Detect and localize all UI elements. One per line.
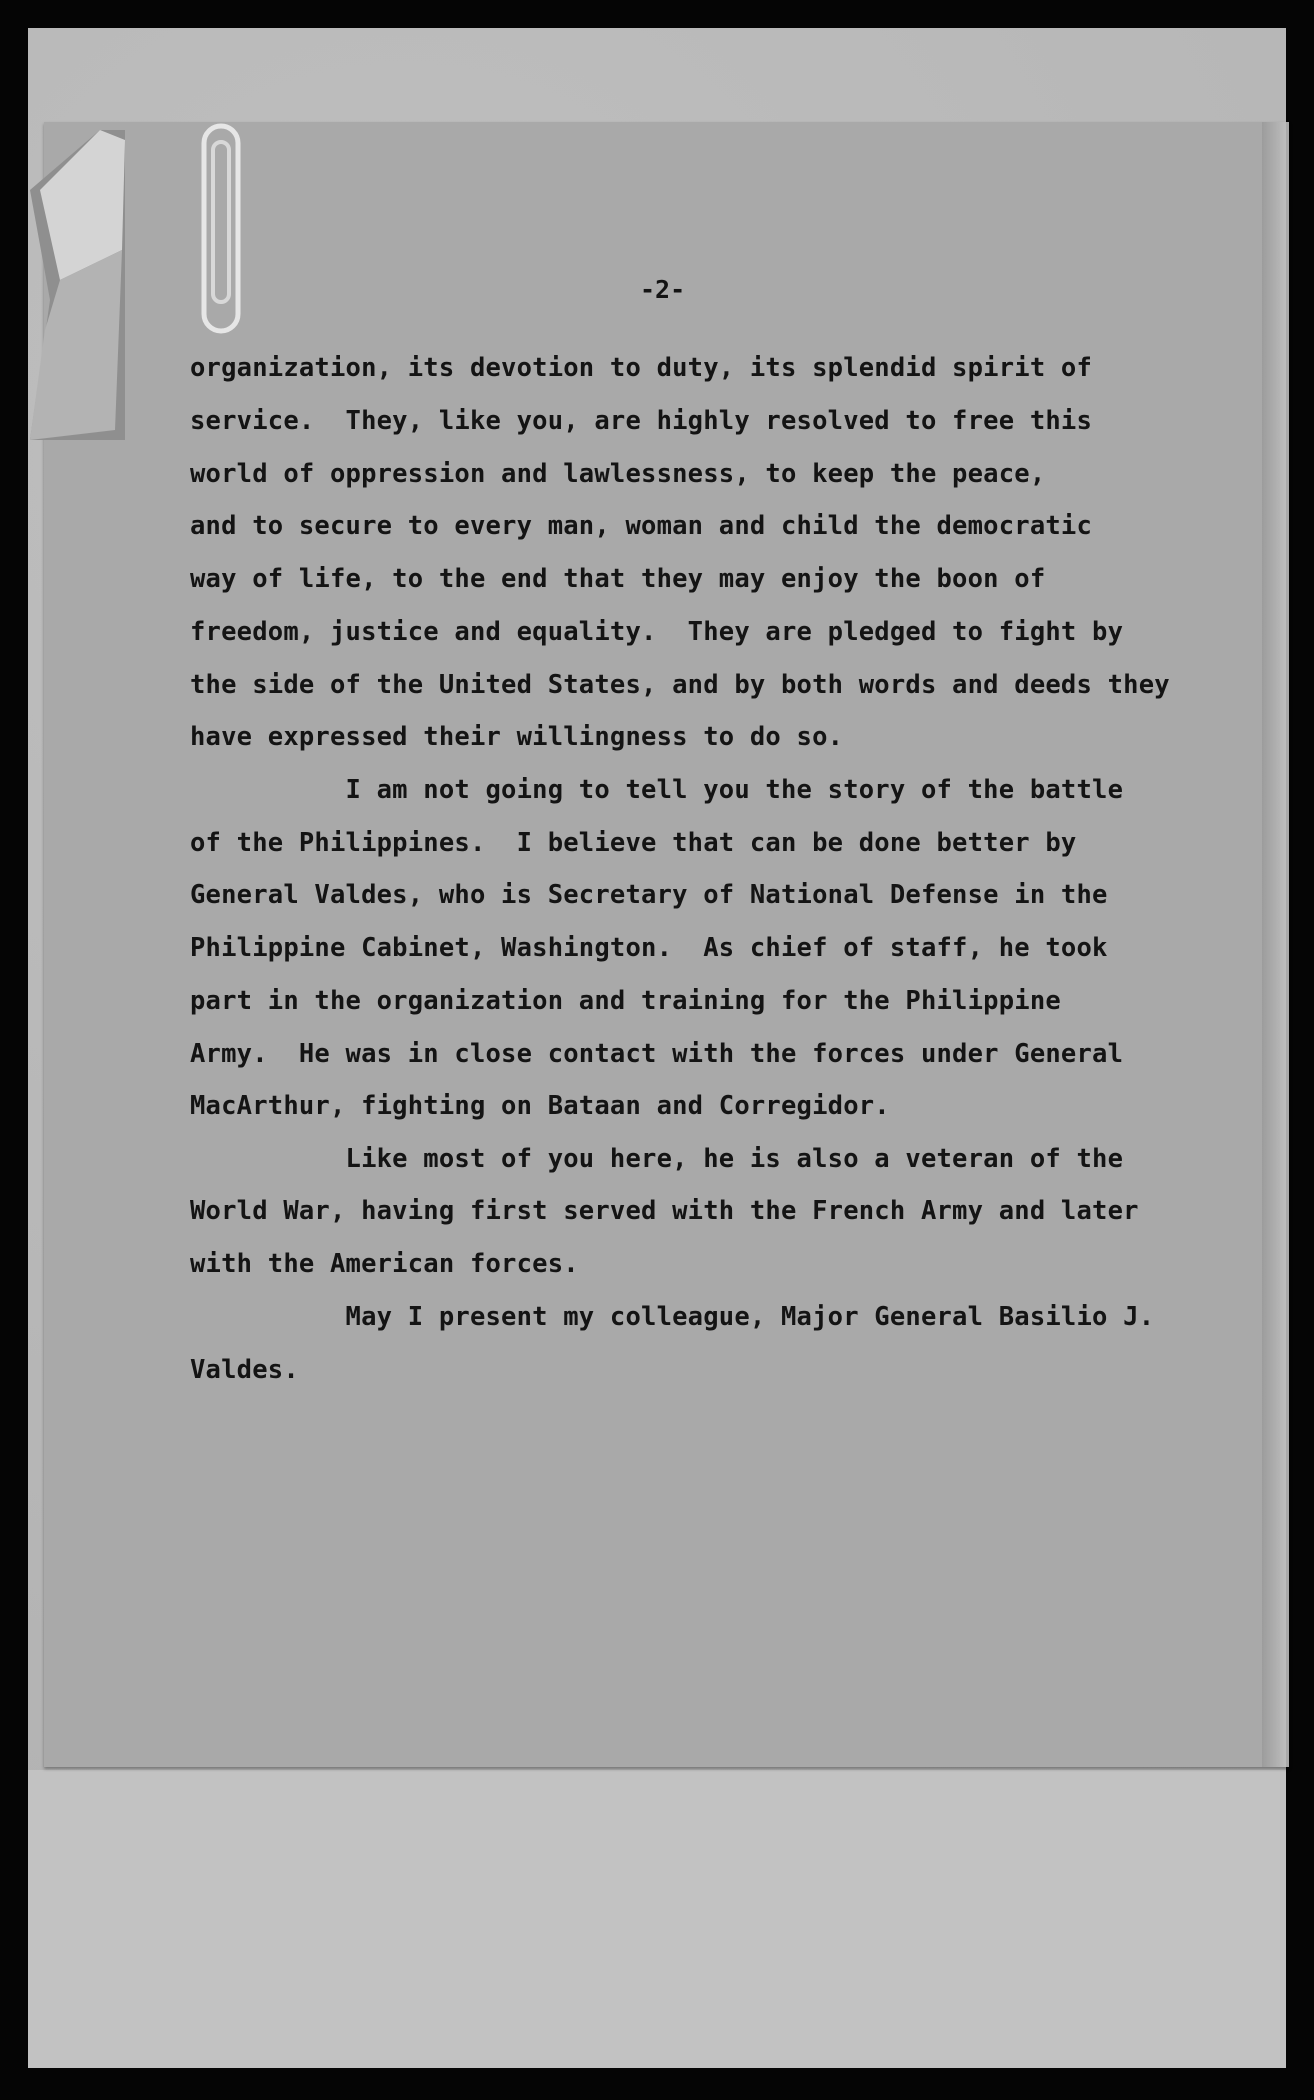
paper-clip-icon [196,122,246,337]
text-line: Philippine Cabinet, Washington. As chief of staff, he took [190,933,1108,963]
text-line: have expressed their willingness to do so. [190,722,844,752]
page-number: -2- [640,275,686,304]
text-line: Like most of you here, he is also a veteran of the [190,1144,1124,1174]
text-line: Valdes. [190,1355,299,1385]
backing-sheet-lower [28,1770,1286,2068]
text-line: Army. He was in close contact with the forces under General [190,1039,1124,1069]
text-line: I am not going to tell you the story of the battle [190,775,1124,805]
text-line: organization, its devotion to duty, its splendid spirit of [190,353,1093,383]
text-line: General Valdes, who is Secretary of National Defense in the [190,880,1108,910]
text-line: freedom, justice and equality. They are pledged to fight by [190,617,1124,647]
folded-corner [30,130,125,440]
text-line: World War, having first served with the French Army and later [190,1196,1139,1226]
text-line: May I present my colleague, Major General Basilio J. [190,1302,1155,1332]
text-line: of the Philippines. I believe that can be done better by [190,828,1077,858]
text-line: the side of the United States, and by both words and deeds they [190,670,1170,700]
text-line: way of life, to the end that they may enjoy the boon of [190,564,1046,594]
text-line: part in the organization and training for the Philippine [190,986,1061,1016]
text-line: world of oppression and lawlessness, to keep the peace, [190,459,1046,489]
page-edge [1262,122,1286,1767]
text-line: MacArthur, fighting on Bataan and Corregidor. [190,1091,890,1121]
text-line: service. They, like you, are highly resolved to free this [190,406,1093,436]
text-line: with the American forces. [190,1249,579,1279]
text-line: and to secure to every man, woman and child the democratic [190,511,1093,541]
